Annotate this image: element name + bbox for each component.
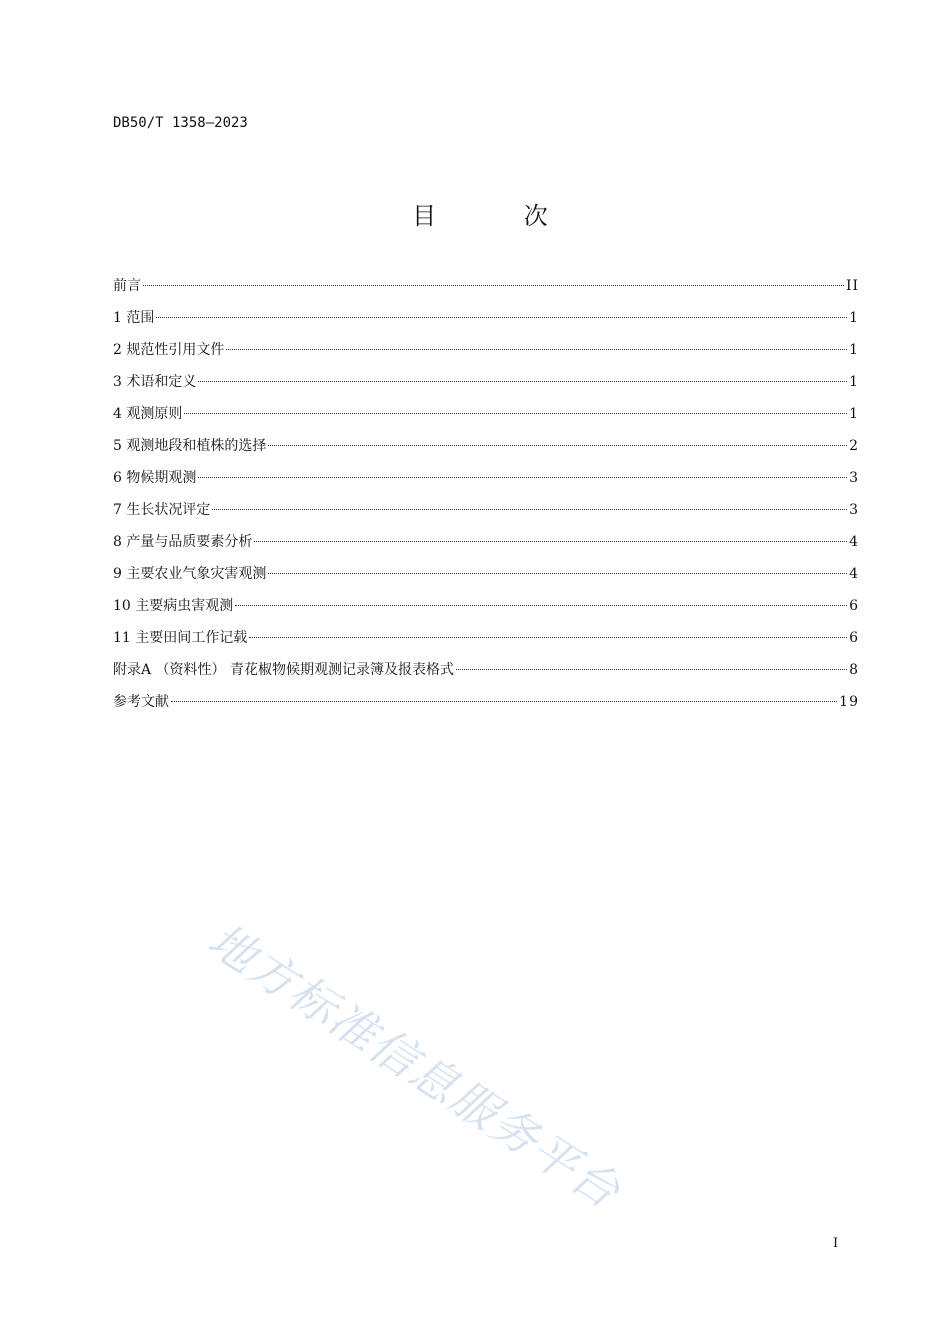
toc-entry-page: II xyxy=(845,278,859,294)
toc-entry-field-work-records[interactable] xyxy=(113,622,859,654)
toc-dot-leader xyxy=(198,381,847,382)
toc-dot-leader xyxy=(184,413,847,414)
toc-entry-page: 1 xyxy=(849,342,859,358)
toc-entry-label: 1 范围 xyxy=(113,310,155,326)
toc-entry-page: 2 xyxy=(849,438,859,454)
document-code: DB50/T 1358—2023 xyxy=(113,115,248,131)
toc-entry-foreword[interactable] xyxy=(113,270,859,302)
toc-dot-leader xyxy=(143,285,844,286)
toc-entry-growth-assessment[interactable] xyxy=(113,494,859,526)
toc-entry-label: 10 主要病虫害观测 xyxy=(113,598,234,614)
toc-entry-page: 3 xyxy=(849,502,859,518)
toc-entry-label: 附录A （资料性） 青花椒物候期观测记录簿及报表格式 xyxy=(113,662,455,678)
toc-entry-label: 6 物候期观测 xyxy=(113,470,197,486)
toc-entry-yield-quality-analysis[interactable] xyxy=(113,526,859,558)
watermark: 地方标准信息服务平台 xyxy=(198,912,631,1220)
toc-entry-label: 11 主要田间工作记载 xyxy=(113,630,248,646)
toc-entry-label: 3 术语和定义 xyxy=(113,374,197,390)
toc-entry-terms-definitions[interactable] xyxy=(113,366,859,398)
toc-entry-scope[interactable] xyxy=(113,302,859,334)
toc-entry-observation-principles[interactable] xyxy=(113,398,859,430)
toc-entry-appendix-a[interactable] xyxy=(113,654,859,686)
toc-dot-leader xyxy=(156,317,847,318)
toc-entry-page: 1 xyxy=(849,406,859,422)
toc-dot-leader xyxy=(249,637,847,638)
toc-entry-page: 8 xyxy=(849,662,859,678)
toc-entry-label: 5 观测地段和植株的选择 xyxy=(113,438,267,454)
toc-entry-page: 6 xyxy=(849,598,859,614)
toc-entry-normative-references[interactable] xyxy=(113,334,859,366)
toc-dot-leader xyxy=(254,541,847,542)
toc-entry-page: 1 xyxy=(849,374,859,390)
table-of-contents xyxy=(113,270,859,718)
toc-dot-leader xyxy=(226,349,847,350)
toc-dot-leader xyxy=(268,573,847,574)
toc-entry-pest-observation[interactable] xyxy=(113,590,859,622)
toc-entry-label: 参考文献 xyxy=(113,694,169,710)
toc-entry-agro-disaster-observation[interactable] xyxy=(113,558,859,590)
toc-dot-leader xyxy=(198,477,847,478)
toc-entry-bibliography[interactable] xyxy=(113,686,859,718)
toc-entry-label: 8 产量与品质要素分析 xyxy=(113,534,253,550)
toc-dot-leader xyxy=(268,445,847,446)
toc-entry-page: 6 xyxy=(849,630,859,646)
toc-dot-leader xyxy=(212,509,847,510)
toc-entry-page: 19 xyxy=(839,694,859,710)
toc-entry-site-plant-selection[interactable] xyxy=(113,430,859,462)
toc-entry-label: 2 规范性引用文件 xyxy=(113,342,225,358)
toc-entry-phenology-observation[interactable] xyxy=(113,462,859,494)
toc-entry-label: 7 生长状况评定 xyxy=(113,502,211,518)
page-number: I xyxy=(833,1236,839,1251)
toc-dot-leader xyxy=(235,605,847,606)
page-title: 目 次 xyxy=(412,202,588,230)
toc-entry-label: 前言 xyxy=(113,278,141,294)
toc-entry-page: 3 xyxy=(849,470,859,486)
toc-entry-page: 4 xyxy=(849,534,859,550)
toc-dot-leader xyxy=(456,669,847,670)
toc-entry-label: 9 主要农业气象灾害观测 xyxy=(113,566,267,582)
toc-entry-label: 4 观测原则 xyxy=(113,406,183,422)
toc-entry-page: 1 xyxy=(849,310,859,326)
toc-entry-page: 4 xyxy=(849,566,859,582)
toc-dot-leader xyxy=(171,701,837,702)
